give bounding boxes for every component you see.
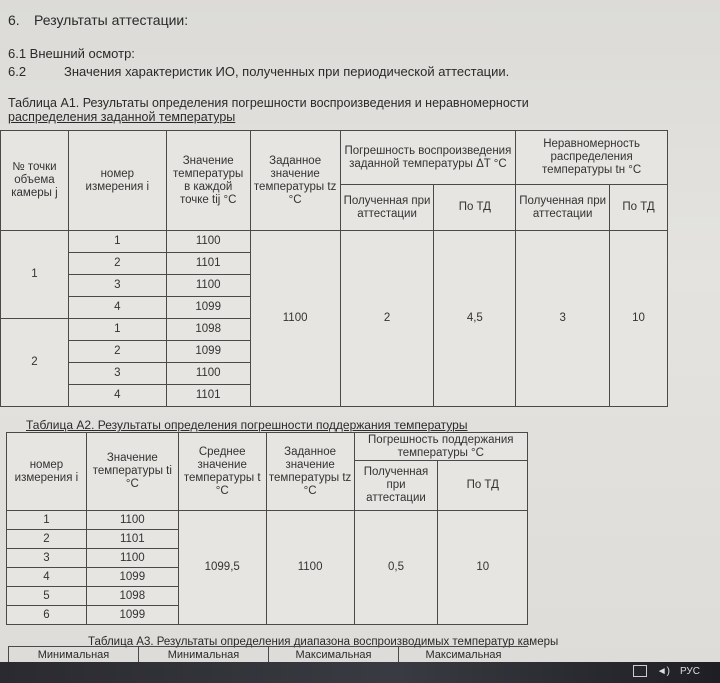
subsection-visual-inspection: 6.1 Внешний осмотр:: [8, 46, 135, 61]
table-a3-header: Минимальная Минимальная Максимальная Максимальная: [8, 646, 528, 663]
header-point: № точки объема камеры j: [1, 131, 69, 231]
table-row: 4 1101: [1, 385, 668, 407]
table-row: 1 1100 1099,5 1100 0,5 10: [7, 511, 528, 530]
table-a3-caption: Таблица А3. Результаты определения диапазона воспроизводимых температур камеры: [88, 636, 559, 648]
table-a2: [6, 432, 528, 625]
header-nonuni-obtained: Полученная при аттестации: [516, 185, 610, 231]
table-row: 5 1098: [7, 587, 528, 606]
system-tray: [633, 665, 700, 677]
table-row: 2 1101: [1, 253, 668, 275]
language-indicator[interactable]: РУС: [679, 665, 700, 677]
a2-header-group: Погрешность поддержания температуры °С: [354, 433, 527, 461]
a2-header-measure: номер измерения i: [7, 433, 87, 511]
table-row: 2 1099: [1, 341, 668, 363]
table-row: 3 1100: [1, 363, 668, 385]
a2-obtained-cell: 0,5: [354, 511, 438, 625]
table-row: 6 1099: [7, 606, 528, 625]
header-nonuniformity-group: Неравномерность распределения температуры tн °С: [516, 131, 668, 185]
header-set: Заданное значение температуры tz °С: [250, 131, 340, 231]
table-row: 1 1 1100 1100 2 4,5 3 10: [1, 231, 668, 253]
header-value: Значение температуры в каждой точке tij °С: [166, 131, 250, 231]
header-measure: номер измерения i: [68, 131, 166, 231]
a2-mean-cell: 1099,5: [178, 511, 266, 625]
a2-header-mean: Среднее значение температуры t °С: [178, 433, 266, 511]
table-a1-caption: Таблица А1. Результаты определения погрешности воспроизведения и неравномерности распределения заданной температуры: [8, 96, 529, 124]
a2-header-set: Заданное значение температуры tz °С: [266, 433, 354, 511]
header-err-obtained: Полученная при аттестации: [340, 185, 434, 231]
header-error-group: Погрешность воспроизведения заданной температуры ΔT °С: [340, 131, 516, 185]
nonuni-obtained-cell: 3: [516, 231, 610, 407]
nonuni-td-cell: 10: [610, 231, 668, 407]
header-err-td: По ТД: [434, 185, 516, 231]
table-row: 2 1 1098: [1, 319, 668, 341]
speaker-icon[interactable]: ◄): [656, 665, 670, 677]
a2-header-td: По ТД: [438, 461, 528, 511]
table-row: 4 1099: [7, 568, 528, 587]
a2-td-cell: 10: [438, 511, 528, 625]
set-value-cell: 1100: [250, 231, 340, 407]
network-icon[interactable]: [633, 665, 647, 677]
table-row: 2 1101: [7, 530, 528, 549]
taskbar: [0, 662, 720, 683]
a2-header-obtained: Полученная при аттестации: [354, 461, 438, 511]
err-td-cell: 4,5: [434, 231, 516, 407]
a2-set-cell: 1100: [266, 511, 354, 625]
table-row: 3 1100: [7, 549, 528, 568]
table-a1: [0, 130, 668, 407]
err-obtained-cell: 2: [340, 231, 434, 407]
table-row: 4 1099: [1, 297, 668, 319]
header-nonuni-td: По ТД: [610, 185, 668, 231]
a2-header-value: Значение температуры ti °С: [86, 433, 178, 511]
point-cell: 2: [1, 319, 69, 407]
point-cell: 1: [1, 231, 69, 319]
table-row: 3 1100: [1, 275, 668, 297]
subsection-characteristics: 6.2 Значения характеристик ИО, полученных при периодической аттестации.: [8, 64, 510, 79]
table-a2-caption: Таблица А2. Результаты определения погрешности поддержания температуры: [26, 418, 468, 432]
section-heading: 6. Результаты аттестации:: [8, 12, 189, 28]
